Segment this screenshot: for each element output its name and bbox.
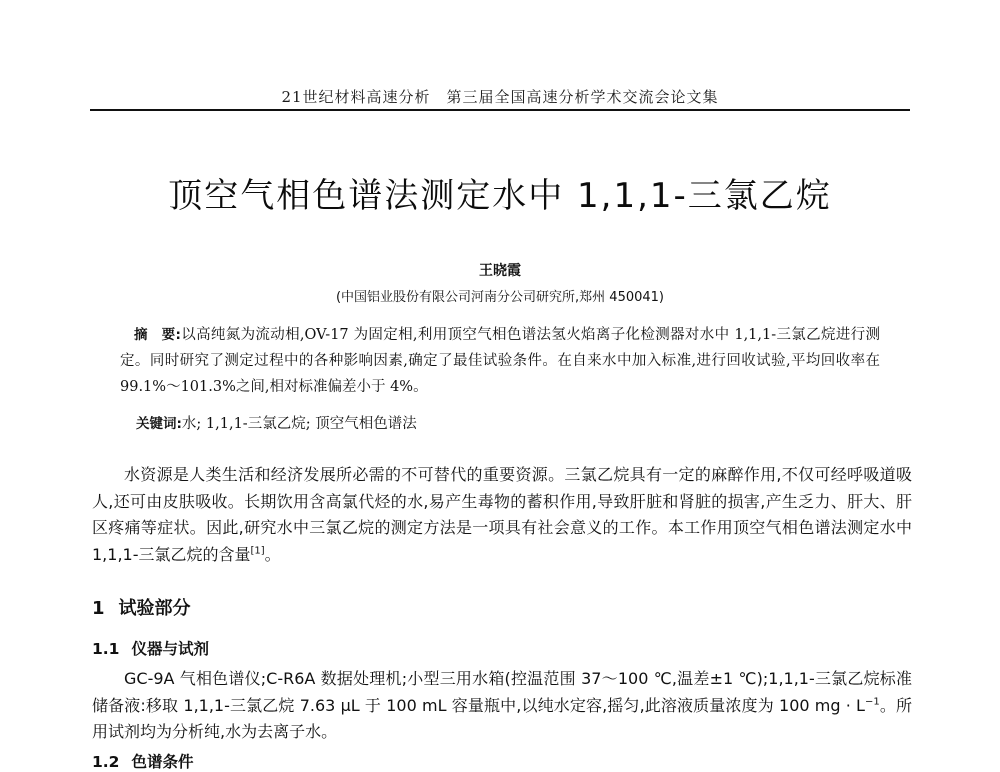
intro-paragraph: [92, 462, 912, 568]
section-title: 试验部分: [118, 598, 191, 619]
keywords: [136, 412, 880, 436]
subsection-heading-1-2: [92, 750, 193, 772]
subsection-title: 仪器与试剂: [131, 640, 209, 658]
subsection-number: 1.1: [92, 640, 120, 658]
citation-ref: [1]: [250, 545, 265, 557]
instruments-text-end: 。所用试剂均为分析纯,水为去离子水。: [92, 695, 912, 741]
subsection-number: 1.2: [92, 753, 120, 771]
instruments-text: GC-9A 气相色谱仪;C-R6A 数据处理机;小型三用水箱(控温范围 37～100 ℃,温差±1 ℃);1,1,1-三氯乙烷标准储备液:移取 1,1,1-三氯乙烷 7.63 μL 于 100 mL 容量瓶中,以纯水定容,摇匀,此溶液质量浓度为 100 mg · L: [92, 669, 912, 715]
abstract-label: 摘 要:: [134, 327, 181, 343]
section-number: 1: [92, 598, 105, 619]
author-name: 王晓霞: [479, 263, 521, 279]
subsection-heading-1-1: [92, 637, 209, 659]
intro-end: 。: [264, 544, 281, 564]
keywords-label: 关键词:: [136, 416, 182, 432]
running-head: 21世纪材料高速分析 第三届全国高速分析学术交流会论文集: [281, 88, 719, 106]
abstract: [120, 322, 880, 400]
keywords-text: 水; 1,1,1-三氯乙烷; 顶空气相色谱法: [181, 416, 417, 432]
section-heading-1: [92, 594, 191, 620]
intro-text: 水资源是人类生活和经济发展所必需的不可替代的重要资源。三氯乙烷具有一定的麻醉作用,不仅可经呼吸道吸人,还可由皮肤吸收。长期饮用含高氯代烃的水,易产生毒物的蓄积作用,导致肝脏和肾脏的损害,产生乏力、肝大、肝区疼痛等症状。因此,研究水中三氯乙烷的测定方法是一项具有社会意义的工作。本工作用顶空气相色谱法测定水中 1,1,1-三氯乙烷的含量: [92, 465, 912, 564]
unit-exponent: −1: [864, 696, 880, 708]
paper-title: 顶空气相色谱法测定水中 1,1,1-三氯乙烷: [168, 176, 832, 216]
instruments-paragraph: [92, 666, 912, 746]
author-affiliation: (中国铝业股份有限公司河南分公司研究所,郑州 450041): [335, 290, 665, 305]
header-rule: [90, 109, 910, 111]
abstract-text: 以高纯氮为流动相,OV-17 为固定相,利用顶空气相色谱法氢火焰离子化检测器对水中 1,1,1-三氯乙烷进行测定。同时研究了测定过程中的各种影响因素,确定了最佳试验条件。在自来水中加入标准,进行回收试验,平均回收率在 99.1%～101.3%之间,相对标准偏差小于 4%。: [120, 327, 880, 395]
subsection-title: 色谱条件: [131, 753, 194, 771]
